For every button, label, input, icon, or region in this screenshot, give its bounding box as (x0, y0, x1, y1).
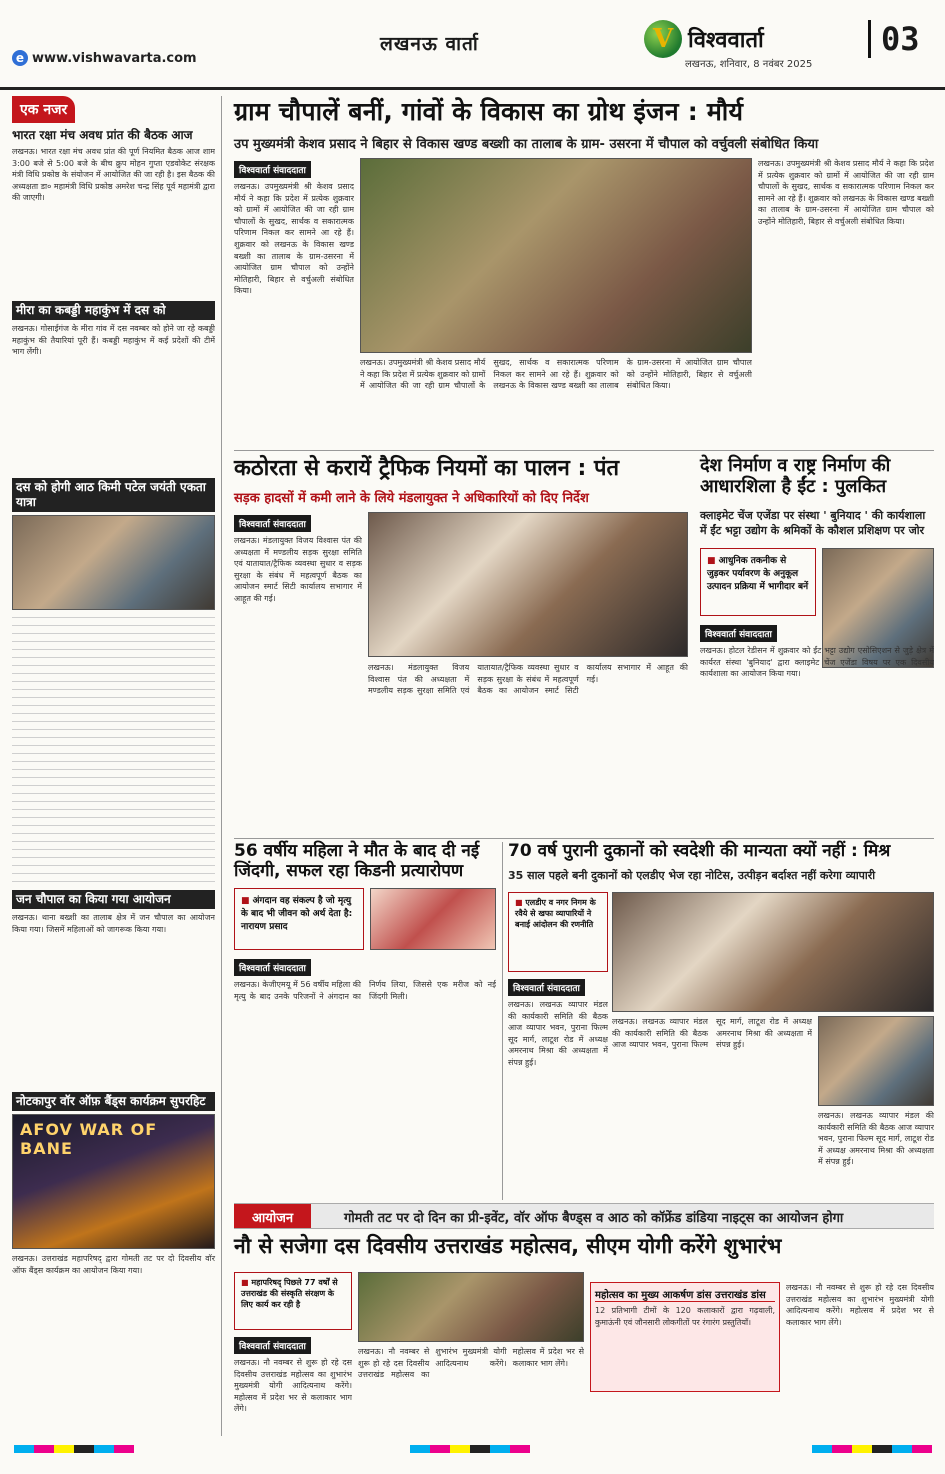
article-text: लखनऊ। उपमुख्यमंत्री श्री केशव प्रसाद मौर्य ने कहा कि प्रदेश में प्रत्येक शुक्रवार को ग्रामों में आयोजित की जा रही ग्राम चौपालों के सुखद, सार्थक व सकारात्मक परिणाम निकल कर सामने आ रहे हैं। शुक्रवार को लखनऊ के विकास खण्ड बख्शी का तालाब के ग्राम-उसरना में आयोजित ग्राम चौपाल को उन्होंने मोतिहारी, बिहार से वर्चुअली संबोधित किया। (234, 182, 354, 296)
shops-story (508, 976, 608, 1200)
article-text: लखनऊ। नौ नवम्बर से शुरू हो रहे दस दिवसीय उत्तराखंड महोत्सव का शुभारंभ मुख्यमंत्री योगी आदित्यनाथ करेंगे। महोत्सव में प्रदेश भर से कलाकार भाग लेंगे। (786, 1283, 934, 1327)
byline: विश्ववार्ता संवाददाता (234, 515, 311, 532)
brand-logo-icon (644, 20, 682, 58)
color-registration-bar (14, 1445, 134, 1453)
byline: विश्ववार्ता संवाददाता (234, 959, 311, 976)
article-text: लखनऊ। नौ नवम्बर से शुरू हो रहे दस दिवसीय उत्तराखंड महोत्सव का शुभारंभ मुख्यमंत्री योगी आदित्यनाथ करेंगे। महोत्सव में प्रदेश भर से कलाकार भाग लेंगे। (358, 1347, 584, 1380)
brief-body: लखनऊ। थाना बख्शी का तालाब क्षेत्र में जन चौपाल का आयोजन किया गया। जिसमें महिलाओं को जागरूक किया गया। (12, 913, 215, 934)
traders-meeting-photo (612, 892, 934, 1012)
festival-box-heading: महोत्सव का मुख्य आकर्षण डांस उत्तराखंड डांस (595, 1287, 775, 1302)
event-tag: आयोजन (234, 1204, 311, 1228)
article-text: लखनऊ। केजीएमयू में 56 वर्षीय महिला की मृत्यु के बाद उनके परिजनों ने अंगदान का निर्णय लिया, जिससे एक मरीज को नई जिंदगी मिली। (234, 980, 496, 1001)
kidney-sidebar: ■ अंगदान वह संकल्प है जो मृत्यु के बाद भी जीवन को अर्थ देता है: नारायण प्रसाद (234, 888, 364, 950)
brief-headline: जन चौपाल का किया गया आयोजन (12, 890, 215, 909)
traffic-headline: कठोरता से करायें ट्रैफिक नियमों का पालन : पंत (234, 456, 620, 481)
byline: विश्ववार्ता संवाददाता (234, 161, 311, 178)
brief-headline: दस को होगी आठ किमी पटेल जयंती एकता यात्रा (12, 478, 215, 512)
dateline: लखनऊ, शनिवार, 8 नवंबर 2025 (685, 59, 813, 70)
color-registration-bar (812, 1445, 932, 1453)
festival-box-text: 12 प्रतिभागी टीमों के 120 कलाकारों द्वारा गढ़वाली, कुमाऊंनी एवं जौनसारी लोकगीतों पर रंगारंग प्रस्तुतियाँ। (595, 1306, 775, 1327)
brand-name: विश्ववार्ता (688, 28, 764, 53)
article-text: लखनऊ। मंडलायुक्त विजय विश्वास पंत की अध्यक्षता में मण्डलीय सड़क सुरक्षा समिति एवं यातायात/ट्रैफिक व्यवस्था सुधार व सड़क सुरक्षा के संबंध में महत्वपूर्ण बैठक का आयोजन स्मार्ट सिटी कार्यालय सभागार में आहूत की गई। (234, 536, 362, 603)
brief-headline: नोटकापुर वॉर ऑफ़ बैंड्स कार्यक्रम सुपरहिट (12, 1092, 215, 1111)
byline: विश्ववार्ता संवाददाता (508, 979, 585, 996)
ek-nazar-label: एक नजर (12, 96, 75, 123)
shops-headline: 70 वर्ष पुरानी दुकानों को स्वदेशी की मान्यता क्यों नहीं : मिश्र (508, 841, 891, 861)
traffic-story (234, 512, 362, 832)
page-number: 03 (868, 20, 920, 58)
traffic-subhead: सड़क हादसों में कमी लाने के लिये मंडलायुक्त ने अधिकारियों को दिए निर्देश (234, 491, 589, 506)
brick-headline: देश निर्माण व राष्ट्र निर्माण की आधारशिला है ईंट : पुलकित (700, 455, 891, 497)
masthead (0, 0, 945, 90)
article-text: लखनऊ। उपमुख्यमंत्री श्री केशव प्रसाद मौर्य ने कहा कि प्रदेश में प्रत्येक शुक्रवार को ग्रामों में आयोजित की जा रही ग्राम चौपालों के सुखद, सार्थक व सकारात्मक परिणाम निकल कर सामने आ रहे हैं। शुक्रवार को लखनऊ के विकास खण्ड बख्शी का तालाब के ग्राम-उसरना में आयोजित ग्राम चौपाल को उन्होंने मोतिहारी, बिहार से वर्चुअली संबोधित किया। (360, 358, 752, 391)
kidney-diagram (370, 888, 496, 950)
event-banner (234, 1203, 934, 1229)
section-title: लखनऊ वार्ता (380, 33, 479, 55)
brick-subhead: क्लाइमेट चेंज एजेंडा पर संस्था ' बुनियाद ' की कार्यशाला में ईंट भट्टा उद्योग के श्रमिकों के कौशल प्रशिक्षण पर जोर (700, 509, 926, 537)
kidney-headline: 56 वर्षीय महिला ने मौत के बाद दी नई जिंदगी, सफल रहा किडनी प्रत्यारोपण (234, 841, 480, 881)
divider (234, 450, 934, 451)
unity-march-photo (12, 515, 215, 610)
brick-story (700, 622, 934, 832)
byline: विश्ववार्ता संवाददाता (700, 625, 777, 642)
article-text: लखनऊ। उपमुख्यमंत्री श्री केशव प्रसाद मौर्य ने कहा कि प्रदेश में प्रत्येक शुक्रवार को ग्रामों में आयोजित की जा रही ग्राम चौपालों के सुखद, सार्थक व सकारात्मक परिणाम निकल कर सामने आ रहे हैं। शुक्रवार को लखनऊ के विकास खण्ड बख्शी का तालाब के ग्राम-उसरना में आयोजित ग्राम चौपाल को उन्होंने मोतिहारी, बिहार से वर्चुअली संबोधित किया। (758, 159, 934, 226)
shops-subhead: 35 साल पहले बनी दुकानों को एलडीए भेज रहा नोटिस, उत्पीड़न बर्दाश्त नहीं करेगा व्यापारी (508, 869, 876, 882)
divider (234, 838, 934, 839)
article-text: लखनऊ। लखनऊ व्यापार मंडल की कार्यकारी समिति की बैठक आज व्यापार भवन, पुराना फिल्म सूद मार्ग, लाटूश रोड में अध्यक्ष अमरनाथ मिश्रा की अध्यक्षता में संपन्न हुई। (612, 1017, 812, 1050)
browser-icon: e (12, 50, 28, 66)
brief-body: लखनऊ। भारत रक्षा मंच अवध प्रांत की पूर्ण नियमित बैठक आज शाम 3:00 बजे से 5:00 बजे के बीच क्रुप मोहन गुप्ता एडवोकेट संरक्षक मंत्री विधि प्रकोष्ठ के संयोजन में आयोजित की जा रही है। इस बैठक की अध्यक्षता डा० महामंत्री विधि प्रकोष्ठ अमरेश चन्द्र सिंह पूर्व महामंत्री द्वारा की जाएगी। (12, 147, 215, 203)
article-text: लखनऊ। मंडलायुक्त विजय विश्वास पंत की अध्यक्षता में मण्डलीय सड़क सुरक्षा समिति एवं यातायात/ट्रैफिक व्यवस्था सुधार व सड़क सुरक्षा के संबंध में महत्वपूर्ण बैठक का आयोजन स्मार्ट सिटी कार्यालय सभागार में आहूत की गई। (368, 663, 688, 696)
kidney-story (234, 956, 496, 1200)
lead-subhead: उप मुख्यमंत्री केशव प्रसाद ने बिहार से विकास खण्ड बख्शी का तालाब के ग्राम- उसरना में चौपाल को वर्चुवली संबोधित किया (234, 137, 819, 152)
website-link[interactable] (12, 50, 197, 66)
article-text: लखनऊ। लखनऊ व्यापार मंडल की कार्यकारी समिति की बैठक आज व्यापार भवन, पुराना फिल्म सूद मार्ग, लाटूश रोड में अध्यक्ष अमरनाथ मिश्रा की अध्यक्षता में संपन्न हुई। (508, 1000, 608, 1067)
brief-body: लखनऊ। गोसाईगंज के मीरा गांव में दस नवम्बर को होने जा रहे कबड्डी महाकुंभ की तैयारियां पूरी हैं। कबड्डी महाकुंभ में कई प्रदेशों की टीमें भाग लेंगी। (12, 324, 215, 357)
left-column (12, 96, 222, 1436)
article-text: लखनऊ। होटल रेडीसन में शुक्रवार को ईंट भट्टा उद्योग एसोसिएशन से जुड़े क्षेत्र में कार्यरत संस्था 'बुनियाद' द्वारा क्लाइमेट चेंज एजेंडा विषय पर एक दिवसीय कार्यशाला का आयोजन किया गया। (700, 646, 934, 679)
brief-headline: मीरा का कबड्डी महाकुंभ में दस को (12, 301, 215, 320)
byline: विश्ववार्ता संवाददाता (234, 1337, 311, 1354)
brief-body: लखनऊ। उत्तराखंड महापरिषद् द्वारा गोमती तट पर दो दिवसीय वॉर ऑफ बैंड्स कार्यक्रम का आयोजन किया गया। (12, 1254, 215, 1275)
festival-performers-photo (358, 1272, 584, 1342)
meeting-photo (368, 512, 688, 657)
band-banner-text: AFOV WAR OF BANE (20, 1120, 158, 1158)
festival-story (234, 1334, 352, 1434)
lead-story (234, 158, 354, 448)
band-photo (12, 1114, 215, 1249)
event-banner-text: गोमती तट पर दो दिन का प्री-इवेंट, वॉर ऑफ बैण्ड्स व आठ को कॉफ्रेंड डांडिया नाइट्स का आयोजन होगा (344, 1211, 844, 1226)
website-url[interactable]: www.vishwavarta.com (32, 51, 197, 66)
brick-sidebar: ■ आधुनिक तकनीक से जुड़कर पर्यावरण के अनुकूल उत्पादन प्रक्रिया में भागीदार बनें (700, 548, 816, 616)
festival-sidebar: ■ महापरिषद् पिछले 77 वर्षों से उत्तराखंड की संस्कृति संरक्षण के लिए कार्य कर रही है (234, 1272, 352, 1330)
festival-highlight-box (590, 1282, 780, 1392)
shops-sidebar: ■ एलडीए व नगर निगम के रवैये से खफा व्यापारियों ने बनाई आंदोलन की रणनीति (508, 892, 608, 972)
lead-story-continued (758, 158, 934, 448)
brief-body (12, 610, 215, 885)
article-text: लखनऊ। लखनऊ व्यापार मंडल की कार्यकारी समिति की बैठक आज व्यापार भवन, पुराना फिल्म सूद मार्ग, लाटूश रोड में अध्यक्ष अमरनाथ मिश्रा की अध्यक्षता में संपन्न हुई। (818, 1111, 934, 1167)
chaupal-photo (360, 158, 752, 353)
lead-headline: ग्राम चौपालें बनीं, गांवों के विकास का ग्रोथ इंजन : मौर्य (234, 97, 744, 126)
color-registration-bar (410, 1445, 530, 1453)
brief-headline: भारत रक्षा मंच अवध प्रांत की बैठक आज (12, 128, 193, 142)
article-text: लखनऊ। नौ नवम्बर से शुरू हो रहे दस दिवसीय उत्तराखंड महोत्सव का शुभारंभ मुख्यमंत्री योगी आदित्यनाथ करेंगे। महोत्सव में प्रदेश भर से कलाकार भाग लेंगे। (234, 1358, 352, 1414)
festival-headline: नौ से सजेगा दस दिवसीय उत्तराखंड महोत्सव, सीएम योगी करेंगे शुभारंभ (234, 1234, 782, 1258)
divider (502, 842, 503, 1200)
traders-group-photo (818, 1016, 934, 1106)
